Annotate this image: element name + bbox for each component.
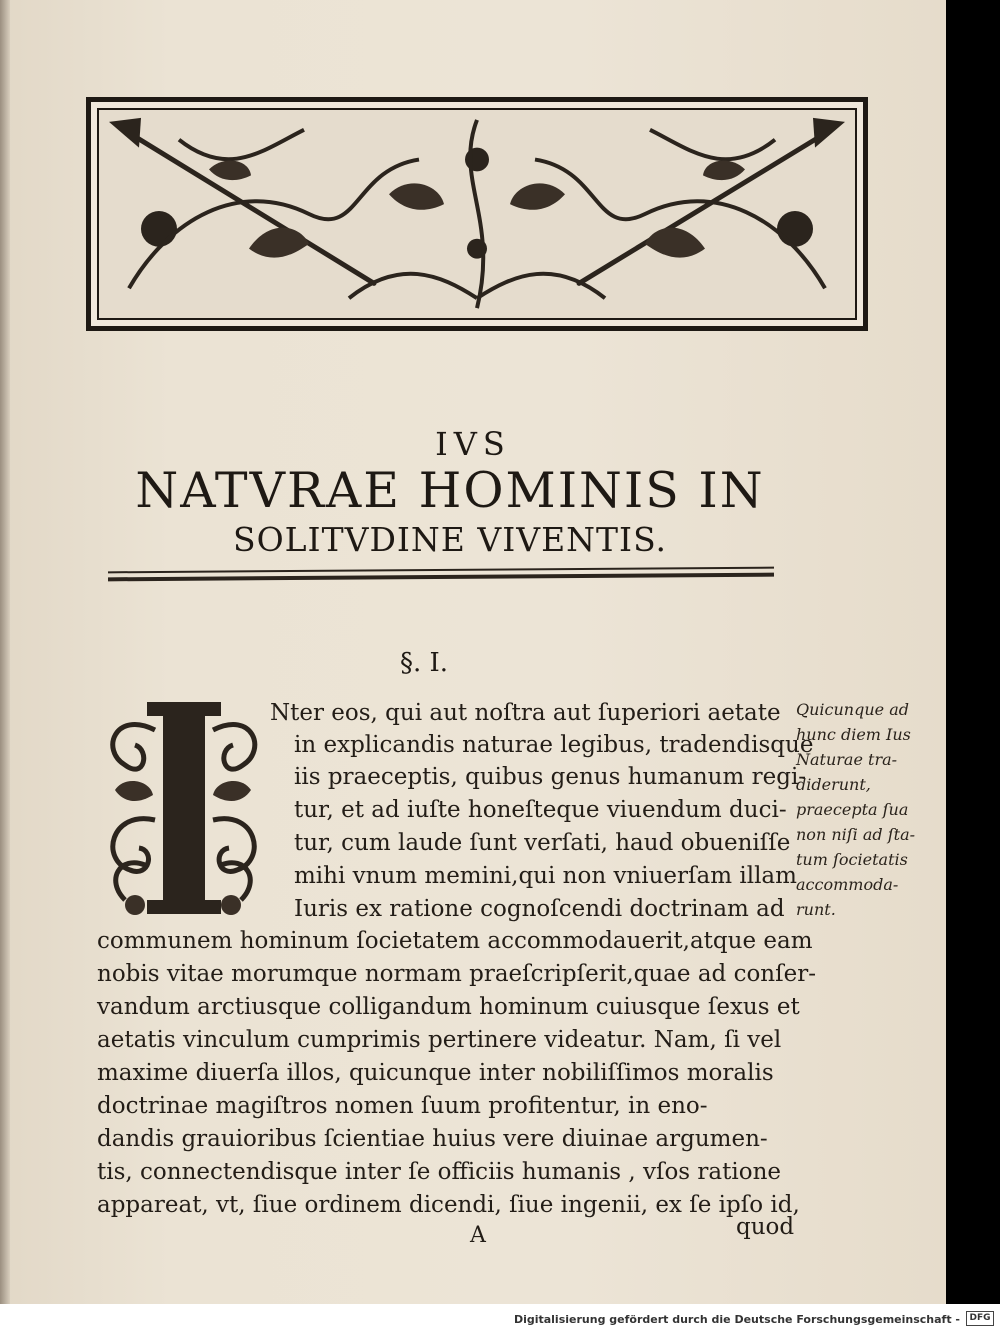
title-line-2: NATVRAE HOMINIS IN — [135, 462, 765, 519]
body-line: appareat, vt, ſiue ordinem dicendi, ſiue ingenii, ex ſe ipſo id, — [97, 1192, 800, 1218]
section-mark: §. I. — [400, 648, 449, 678]
catchword: quod — [736, 1214, 795, 1240]
header-ornament — [86, 97, 868, 331]
body-line: communem hominum ſocietatem accommodauerit,atque eam — [97, 928, 813, 954]
body-line: doctrinae magiſtros nomen ſuum profitentur, in eno- — [97, 1093, 708, 1119]
body-line: tis, connectendisque inter ſe officiis humanis , vſos ratione — [97, 1159, 781, 1185]
marginal-note-line: hunc diem Ius — [796, 725, 911, 744]
body-line: Nter eos, qui aut noſtra aut ſuperiori aetate — [270, 700, 781, 726]
initial-letter-engraving — [95, 690, 271, 926]
title-line-1: IVS — [435, 425, 511, 463]
title-line-3: SOLITVDINE VIVENTIS. — [232, 520, 668, 559]
decorated-initial-letter — [95, 690, 271, 926]
body-line: maxime diuerſa illos, quicunque inter nobiliſſimos moralis — [97, 1060, 774, 1086]
page-binding-edge — [0, 0, 10, 1304]
footer-text: Digitalisierung gefördert durch die Deutsche Forschungsgemeinschaft - — [513, 1313, 960, 1326]
body-line: in explicandis naturae legibus, tradendisque — [294, 732, 814, 758]
body-line: nobis vitae morumque normam praeſcripſerit,quae ad conſer- — [97, 961, 816, 987]
marginal-note-line: runt. — [796, 900, 836, 919]
body-line: iis praeceptis, quibus genus humanum regi- — [294, 764, 807, 790]
marginal-note-line: accommoda- — [796, 875, 899, 894]
body-line: Iuris ex ratione cognoſcendi doctrinam ad — [294, 896, 785, 922]
ornament-engraving — [99, 110, 855, 318]
ornament-panel — [97, 108, 857, 320]
marginal-note-line: diderunt, — [796, 775, 871, 794]
body-line: tur, et ad iuſte honeſteque viuendum duci- — [294, 797, 787, 823]
body-line: mihi vnum memini,qui non vniuerſam illam — [294, 863, 797, 889]
body-line: dandis grauioribus ſcientiae huius vere diuinae argumen- — [97, 1126, 768, 1152]
dfg-logo: DFG — [966, 1311, 994, 1326]
title-rule-thin — [108, 567, 774, 574]
marginal-note-line: Quicunque ad — [796, 700, 909, 719]
body-line: aetatis vinculum cumprimis pertinere videatur. Nam, ſi vel — [97, 1027, 782, 1053]
marginal-note-line: praecepta ſua — [796, 800, 909, 819]
body-line: tur, cum laude ſunt verſati, haud obueniſſe — [294, 830, 791, 856]
body-line: vandum arctiusque colligandum hominum cuiusque ſexus et — [97, 994, 800, 1020]
digitization-footer — [0, 1304, 1000, 1334]
marginal-note-line: tum ſocietatis — [796, 850, 908, 869]
title-rule-thick — [108, 573, 774, 582]
signature-mark: A — [470, 1223, 486, 1248]
marginal-note-line: Naturae tra- — [796, 750, 898, 769]
marginal-note-line: non niſi ad ſta- — [796, 825, 916, 844]
